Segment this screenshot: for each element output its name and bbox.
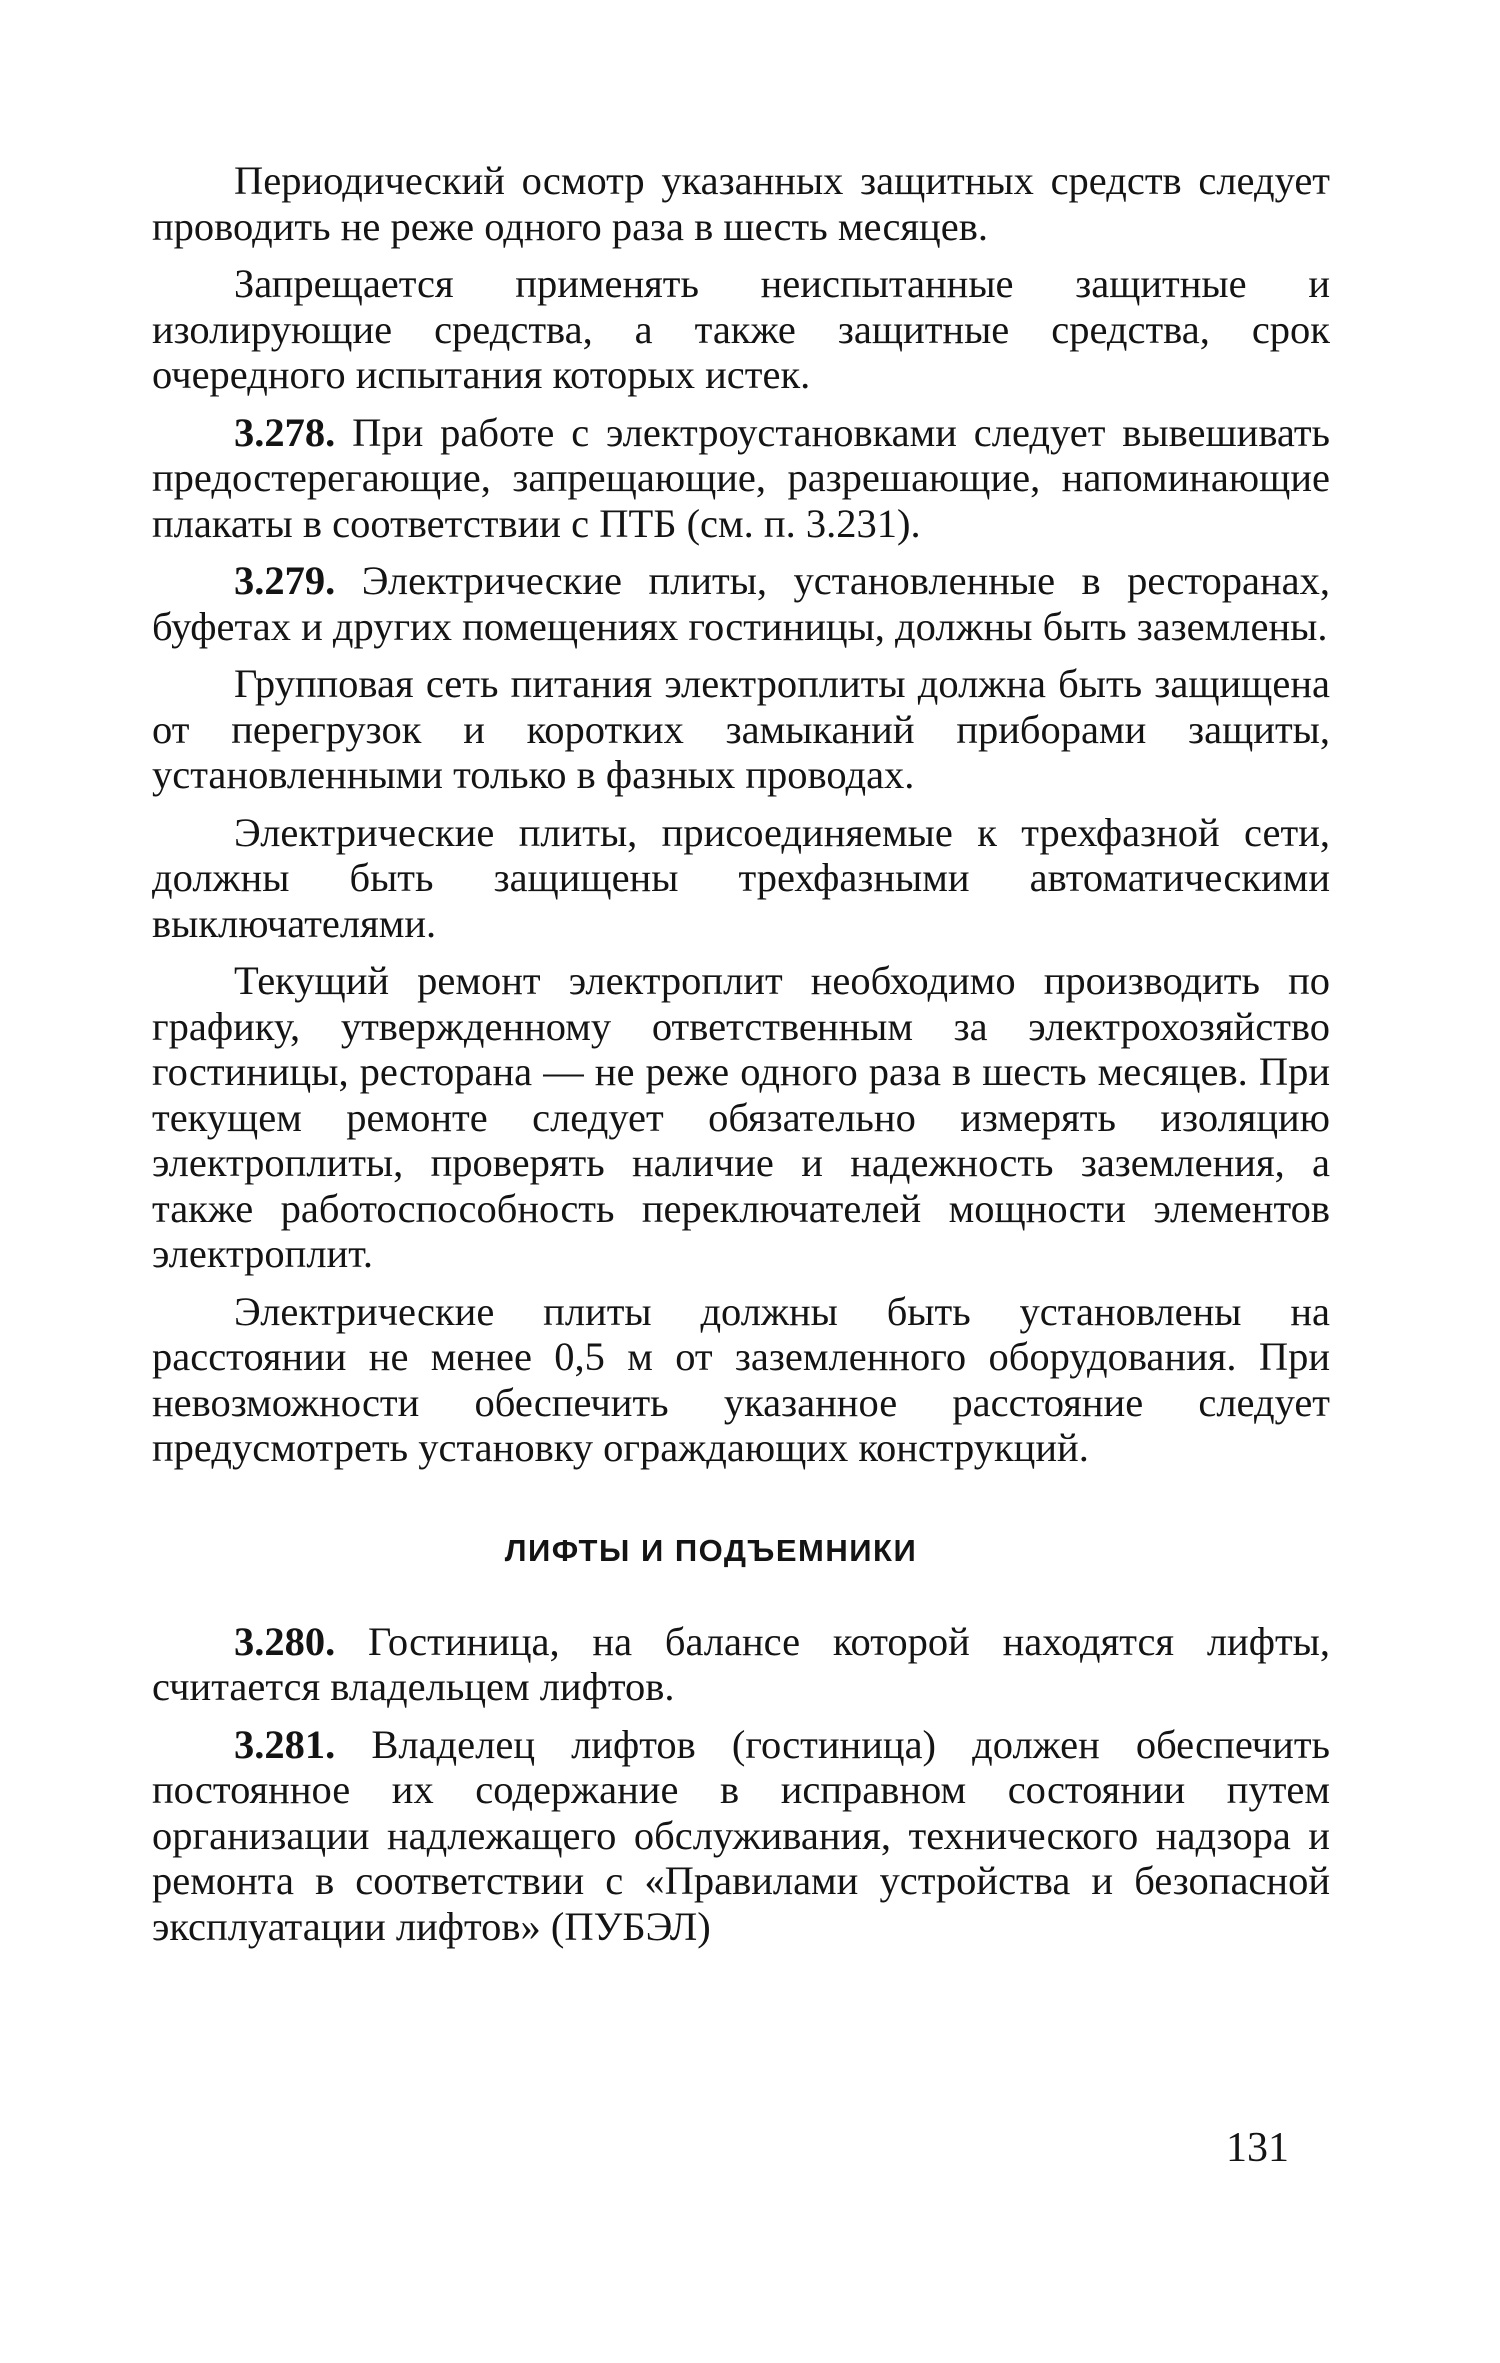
clause-number: 3.281.	[234, 1721, 336, 1767]
section-heading: ЛИФТЫ И ПОДЪЕМНИКИ	[504, 1532, 918, 1568]
page-number: 131	[1226, 2125, 1289, 2171]
paragraph-text: Гостиница, на балансе которой находятся лифты, считается владельцем лифтов.	[152, 1618, 1331, 1709]
clause-number: 3.279.	[234, 558, 336, 603]
paragraph	[152, 261, 1330, 398]
paragraph-text: При работе с электроустановками следует вывешивать предостерегающие, запрещающие, разрешающие, напоминающие плакаты в соответствии с ПТБ (см. п. 3.231).	[152, 409, 1331, 546]
paragraph-text: Запрещается применять неиспытанные защитные и изолирующие средства, а также защитные средства, срок очередного испытания которых истек.	[152, 261, 1330, 397]
clause-number: 3.280.	[234, 1618, 336, 1664]
paragraph-text: Электрические плиты должны быть установлены на расстоянии не менее 0,5 м от заземленного оборудования. При невозможности обеспечить указанное расстояние следует предусмотреть установку ограждающих конструкций.	[152, 1288, 1330, 1470]
paragraph-text: Текущий ремонт электроплит необходимо производить по графику, утвержденному ответственным за электрохозяйство гостиницы, ресторана — не реже одного раза в шесть месяцев. При текущем ремонте следует обязательно измерять изоляцию электроплиты, проверять наличие и надежность заземления, а также работоспособность переключателей мощности элементов электроплит.	[152, 958, 1330, 1276]
paragraph	[152, 1619, 1330, 1710]
paragraph	[152, 810, 1330, 947]
clause-number: 3.278.	[234, 409, 336, 455]
paragraph-text: Электрические плиты, присоединяемые к трехфазной сети, должны быть защищены трехфазными автоматическими выключателями.	[152, 809, 1330, 946]
paragraph	[152, 410, 1330, 547]
paragraph	[152, 158, 1330, 249]
paragraph	[152, 1289, 1330, 1471]
paragraph-text: Групповая сеть питания электроплиты должна быть защищена от перегрузок и коротких замыканий приборами защиты, установленными только в фазных проводах.	[152, 661, 1330, 797]
paragraph	[152, 661, 1330, 798]
paragraph	[152, 958, 1330, 1277]
paragraph	[152, 558, 1330, 649]
page-content	[152, 158, 1330, 1961]
paragraph	[152, 1722, 1330, 1950]
paragraph-text: Владелец лифтов (гостиница) должен обеспечить постоянное их содержание в исправном состоянии путем организации надлежащего обслуживания, технического надзора и ремонта в соответствии с «Правилами устройства и безопасной эксплуатации лифтов» (ПУБЭЛ)	[152, 1721, 1330, 1949]
paragraph-text: Электрические плиты, установленные в ресторанах, буфетах и других помещениях гостиницы, должны быть заземлены.	[152, 558, 1331, 649]
paragraph-text: Периодический осмотр указанных защитных средств следует проводить не реже одного раза в шесть месяцев.	[152, 158, 1330, 249]
